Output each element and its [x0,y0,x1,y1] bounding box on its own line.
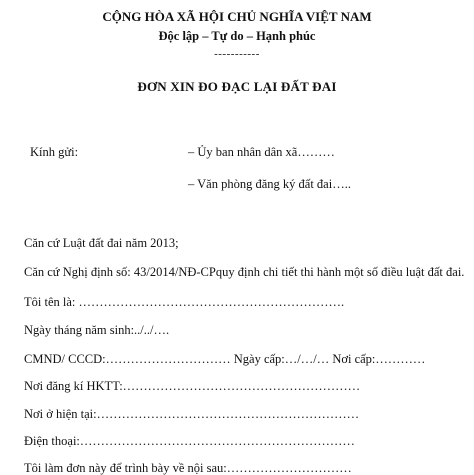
presentation-field: Tôi làm đơn này để trình bày về nội sau:………………………… [24,461,352,475]
current-residence-field: Nơi ở hiện tại:……………………………………………………… [24,407,360,421]
name-field: Tôi tên là: ………………………………………………………. [24,295,345,309]
salutation-label: Kính gửi: [30,145,79,159]
national-title: CỘNG HÒA XÃ HỘI CHỦ NGHĨA VIỆT NAM [102,9,372,24]
header-separator: ----------- [214,48,260,60]
legal-basis-law: Căn cứ Luật đất đai năm 2013; [24,236,179,250]
legal-basis-decree: Căn cứ Nghị định số: 43/2014/NĐ-CPquy định chi tiết thi hành một số điều luật đất đai. [24,265,465,279]
recipient-land-office: – Văn phòng đăng ký đất đai….. [188,177,351,191]
phone-field: Điện thoại:………………………………………………………… [24,434,355,448]
registered-residence-field: Nơi đăng kí HKTT:………………………………………………… [24,379,361,393]
document-title: ĐƠN XIN ĐO ĐẠC LẠI ĐẤT ĐAI [137,79,337,94]
recipient-commune: – Ủy ban nhân dân xã……… [188,145,335,159]
id-card-field: CMND/ CCCD:………………………… Ngày cấp:…/…/… Nơi cấp:………… [24,352,426,366]
dob-field: Ngày tháng năm sinh:../../…. [24,323,170,337]
national-motto: Độc lập – Tự do – Hạnh phúc [158,29,316,43]
